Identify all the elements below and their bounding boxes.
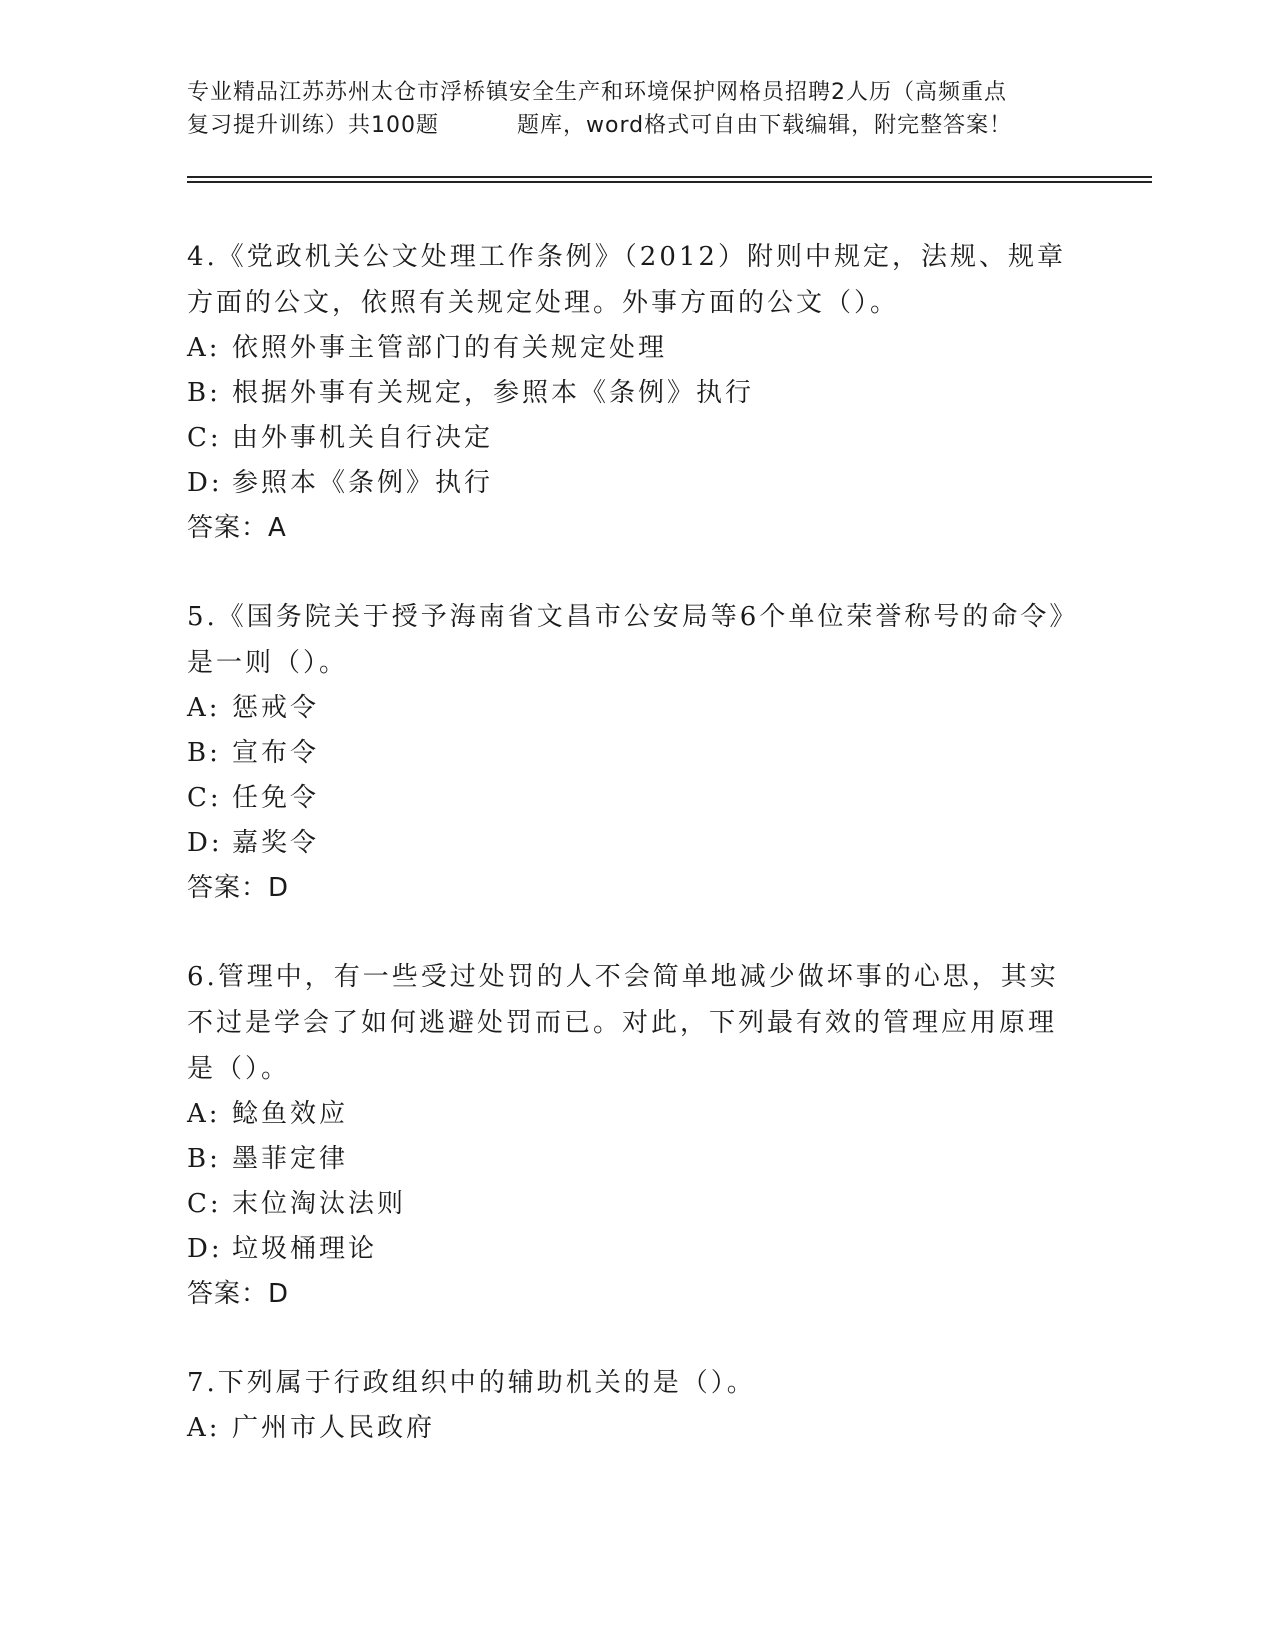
option-text: 参照本《条例》执行 bbox=[232, 468, 494, 498]
option-letter: D: bbox=[187, 468, 223, 498]
option-text: 惩戒令 bbox=[232, 693, 320, 723]
option-text: 任免令 bbox=[232, 783, 320, 813]
header-divider-top bbox=[187, 176, 1152, 178]
question-5 bbox=[187, 594, 1067, 911]
header-divider-bottom bbox=[187, 181, 1152, 183]
option-d bbox=[187, 821, 1067, 866]
option-d bbox=[187, 461, 1067, 506]
option-text: 宣布令 bbox=[232, 738, 320, 768]
option-a bbox=[187, 1092, 1067, 1137]
option-text: 依照外事主管部门的有关规定处理 bbox=[232, 333, 668, 363]
answer-line: 答案：A bbox=[187, 513, 287, 543]
question-4 bbox=[187, 234, 1067, 551]
option-b bbox=[187, 731, 1067, 776]
option-letter: D: bbox=[187, 828, 223, 858]
option-a bbox=[187, 326, 1067, 371]
question-stem: 7.下列属于行政组织中的辅助机关的是（）。 bbox=[187, 1368, 756, 1398]
option-b bbox=[187, 371, 1067, 416]
document-header bbox=[187, 76, 1087, 142]
question-stem: 4.《党政机关公文处理工作条例》（2012）附则中规定，法规、规章方面的公文，依照有关规定处理。外事方面的公文（）。 bbox=[187, 242, 1066, 318]
header-title-line2-part2: 题库，word格式可自由下载编辑，附完整答案！ bbox=[517, 113, 1013, 138]
option-letter: C: bbox=[187, 783, 222, 813]
option-text: 末位淘汰法则 bbox=[232, 1189, 407, 1219]
option-letter: D: bbox=[187, 1234, 223, 1264]
header-title-line1: 专业精品江苏苏州太仓市浮桥镇安全生产和环境保护网格员招聘2人历（高频重点 bbox=[187, 80, 1007, 105]
answer-line: 答案：D bbox=[187, 873, 290, 903]
option-b bbox=[187, 1137, 1067, 1182]
option-c bbox=[187, 776, 1067, 821]
question-list bbox=[187, 234, 1067, 1494]
question-6 bbox=[187, 954, 1067, 1317]
option-letter: B: bbox=[187, 378, 221, 408]
option-a bbox=[187, 686, 1067, 731]
option-letter: A: bbox=[187, 333, 221, 363]
option-text: 鲶鱼效应 bbox=[232, 1099, 349, 1129]
option-letter: C: bbox=[187, 423, 222, 453]
question-stem: 5.《国务院关于授予海南省文昌市公安局等6个单位荣誉称号的命令》是一则（）。 bbox=[187, 602, 1066, 678]
option-text: 嘉奖令 bbox=[232, 828, 320, 858]
option-text: 垃圾桶理论 bbox=[232, 1234, 378, 1264]
option-letter: B: bbox=[187, 1144, 221, 1174]
option-letter: A: bbox=[187, 693, 221, 723]
question-7 bbox=[187, 1360, 1067, 1451]
option-d bbox=[187, 1227, 1067, 1272]
answer-line: 答案：D bbox=[187, 1279, 290, 1309]
option-letter: A: bbox=[187, 1099, 221, 1129]
option-text: 由外事机关自行决定 bbox=[232, 423, 494, 453]
header-title-line2-part1: 复习提升训练）共100题 bbox=[187, 113, 439, 138]
option-a bbox=[187, 1406, 1067, 1451]
option-text: 根据外事有关规定，参照本《条例》执行 bbox=[232, 378, 755, 408]
option-c bbox=[187, 416, 1067, 461]
header-title-line2 bbox=[187, 109, 1087, 142]
option-text: 墨菲定律 bbox=[232, 1144, 349, 1174]
option-text: 广州市人民政府 bbox=[232, 1413, 436, 1443]
option-letter: A: bbox=[187, 1413, 221, 1443]
option-c bbox=[187, 1182, 1067, 1227]
option-letter: C: bbox=[187, 1189, 222, 1219]
question-stem: 6.管理中，有一些受过处罚的人不会简单地减少做坏事的心思，其实不过是学会了如何逃避处罚而已。对此，下列最有效的管理应用原理是（）。 bbox=[187, 962, 1059, 1084]
option-letter: B: bbox=[187, 738, 221, 768]
